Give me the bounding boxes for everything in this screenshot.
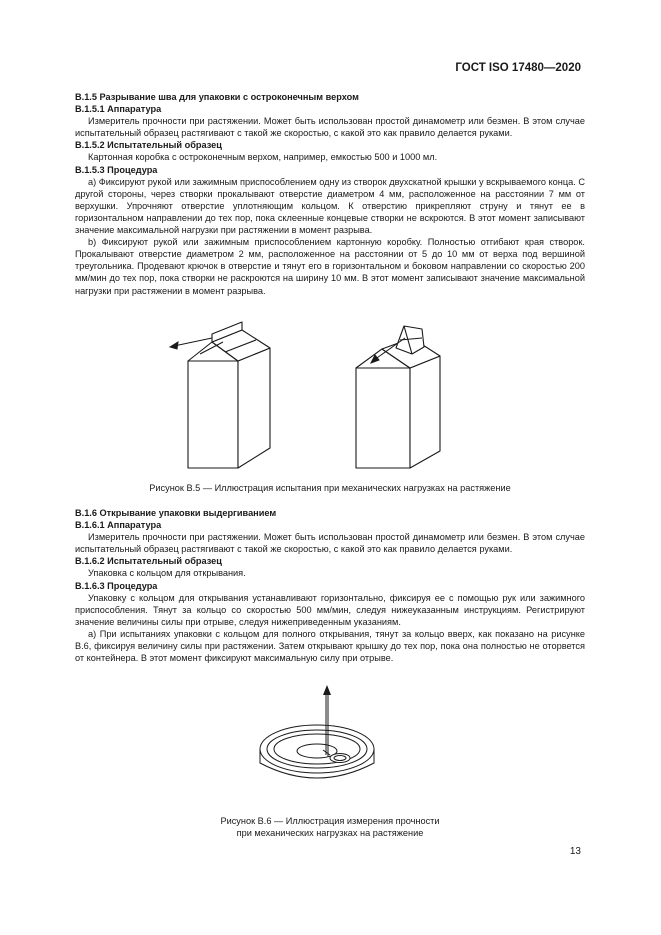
standard-designation: ГОСТ ISO 17480—2020 (455, 62, 581, 74)
page-number: 13 (569, 846, 581, 857)
subsection-b151-text: Измеритель прочности при растяжении. Может быть использован простой динамометр или безмен. В этом случае испытательный образец растягивают с такой же скоростью, с какой это как правило делается руками. (75, 116, 585, 139)
subsection-b151-title: В.1.5.1 Аппаратура (75, 104, 162, 115)
gable-top-carton-right (356, 326, 440, 468)
figure-b6-caption-line2: при механических нагрузках на растяжение (236, 828, 424, 839)
subsection-b163-title: В.1.6.3 Процедура (75, 580, 158, 591)
section-b15 (75, 91, 585, 297)
pull-direction-arrow-left (174, 338, 212, 346)
figure-b5-illustration (160, 318, 500, 476)
subsection-b161-text: Измеритель прочности при растяжении. Может быть использован простой динамометр или безмен. В этом случае испытательный образец растягивают с такой же скоростью, с какой это как правило делается руками. (75, 532, 585, 555)
subsection-b162-text: Упаковка с кольцом для открывания. (88, 568, 246, 579)
procedure-b-text: b) Фиксируют рукой или зажимным приспособлением картонную коробку. Полностью отгибают края створок. Прокалывают отверстие диаметром 2 мм, расположенное на расстоянии от 5 до 10 мм от верха под вершиной треугольника. Продевают крючок в отверстие и тянут его в горизонтальном и боковом направлении со скоростью 200 мм/мин до тех пор, пока створки не раскроются на ширину 10 мм. В этот момент записывают значение максимальной нагрузки при растяжении в момент разрыва. (75, 237, 585, 296)
figure-b5-caption: Рисунок В.5 — Иллюстрация испытания при механических нагрузках на растяжение (149, 483, 511, 493)
figure-b6-illustration (250, 683, 385, 795)
pull-direction-arrow-up (323, 685, 331, 695)
subsection-b152-text: Картонная коробка с остроконечным верхом, например, емкостью 500 и 1000 мл. (88, 152, 438, 163)
procedure-a-text: а) Фиксируют рукой или зажимным приспособлением одну из створок двухскатной крышки у вскрываемого конца. С другой стороны, через створки прокалывают отверстие диаметром 4 мм, расположенное на расстоянии 7 мм от верхушки. Упрочняют отверстие уплотняющим кольцом. К отверстию прикрепляют струну и тянут ее в горизонтальном направлении до тех пор, пока склеенные концевые створки не вскроются. В этот момент записывают значение максимальной нагрузки при растяжении в момент разрыва. (75, 176, 585, 236)
subsection-b152-title: В.1.5.2 Испытательный образец (75, 140, 222, 151)
procedure-b16-a-text: а) При испытаниях упаковки с кольцом для полного открывания, тянут за кольцо вверх, как показано на рисунке В.6, фиксируя величину силы при растяжении. Затем открывают крышку до тех пор, пока она полностью не оторвется от контейнера. В этот момент фиксируют максимальную силу при отрыве. (75, 628, 585, 664)
subsection-b163-text: Упаковку с кольцом для открывания устанавливают горизонтально, фиксируя ее с помощью рук или зажимного приспособления. Тянут за кольцо со скоростью 500 мм/мин, следуя нижеуказанным инструкциям. Регистрируют значение величины силы при отрыве, следуя нижеприведенным указаниям. (75, 592, 585, 627)
gable-top-carton-left (188, 322, 270, 468)
figure-b6-caption (75, 815, 585, 839)
figure-b6-caption-line1: Рисунок В.6 — Иллюстрация измерения прочности (220, 816, 440, 826)
subsection-b161-title: В.1.6.1 Аппаратура (75, 520, 162, 531)
section-b16 (75, 507, 585, 664)
section-b15-title: В.1.5 Разрывание шва для упаковки с остроконечным верхом (75, 92, 359, 102)
subsection-b153-title: В.1.5.3 Процедура (75, 164, 158, 175)
subsection-b162-title: В.1.6.2 Испытательный образец (75, 556, 222, 567)
section-b16-title: В.1.6 Открывание упаковки выдергиванием (75, 508, 277, 518)
ring-pull-can (260, 725, 374, 778)
